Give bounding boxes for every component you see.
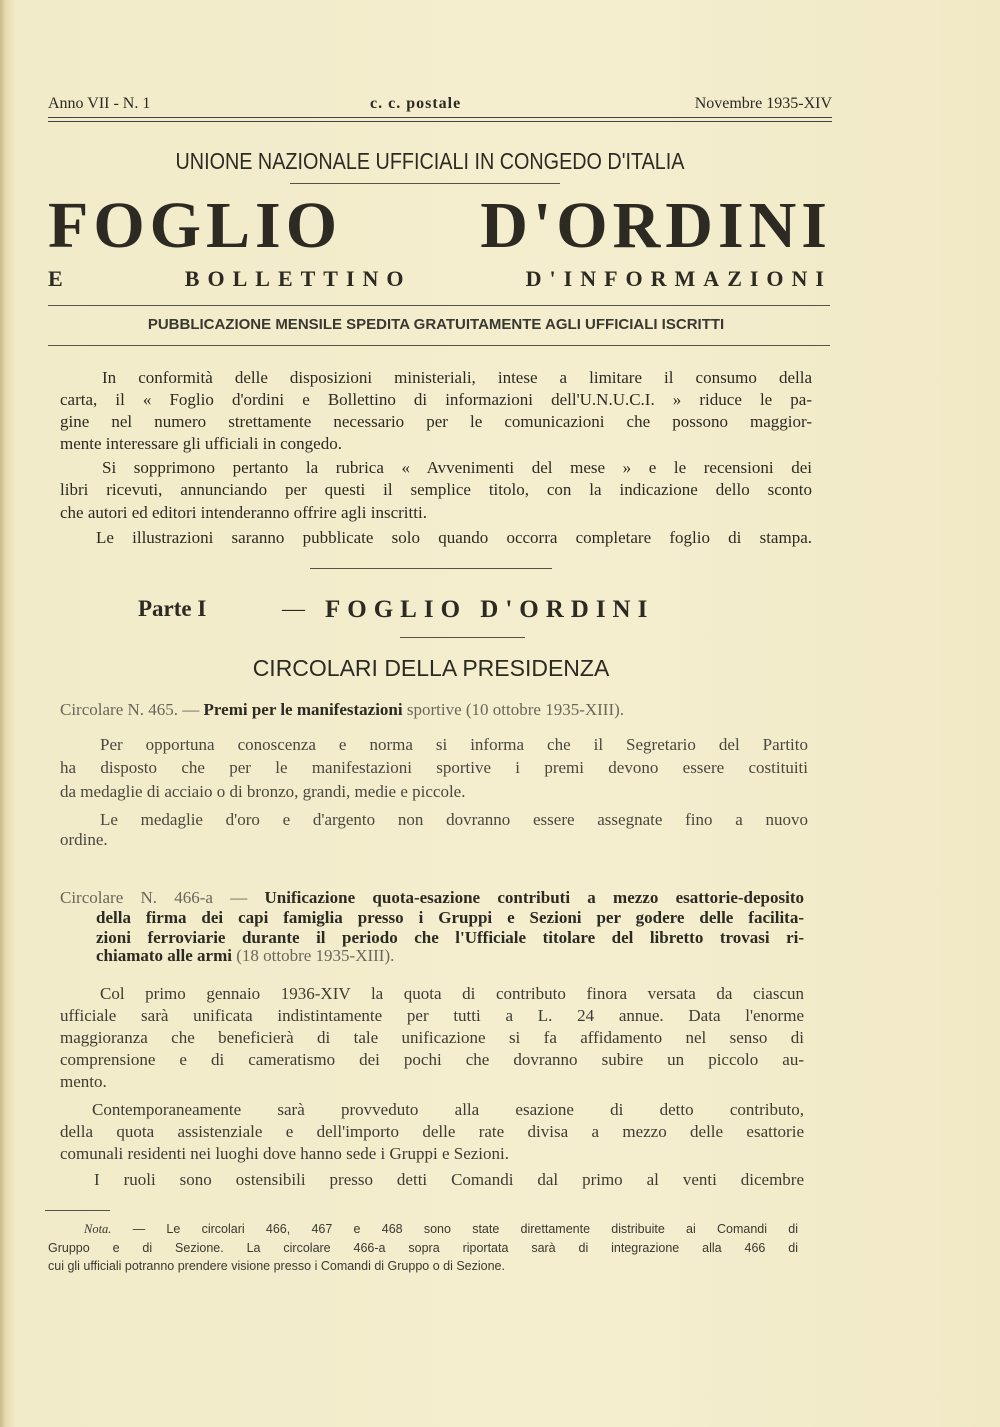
publication-subtitle: E BOLLETTINO D'INFORMAZIONI [48,266,832,291]
text-line: da medaglie di acciaio o di bronzo, grandi, medie e piccole. [60,782,466,801]
part-title: FOGLIO D'ORDINI [325,596,655,623]
intro-notice [60,368,812,558]
issue-date: Novembre 1935-XIV [694,95,832,112]
text-line: della firma dei capi famiglia presso i Gruppi e Sezioni per godere delle facilita- [96,908,804,927]
part-label: Parte I [138,596,207,621]
text-line: che autori ed editori intenderanno offrire agli inscritti. [60,503,427,522]
text-line: Col primo gennaio 1936-XIV la quota di contributo finora versata da ciascun [100,984,804,1003]
divider [48,345,830,346]
text-line: mente interessare gli ufficiali in congedo. [60,434,342,453]
text-line: Le medaglie d'oro e d'argento non dovranno essere assegnate fino a nuovo [100,810,808,829]
divider [310,568,552,569]
footnote-rule [45,1210,110,1211]
text-line: Si sopprimono pertanto la rubrica « Avvenimenti del mese » e le recensioni dei [102,458,812,477]
union-name: UNIONE NAZIONALE UFFICIALI IN CONGEDO D'ITALIA [175,148,685,174]
text-line: comprensione e di cameratismo dei pochi che dovranno subire un piccolo au- [60,1050,804,1069]
tagline: PUBBLICAZIONE MENSILE SPEDITA GRATUITAMENTE AGLI UFFICIALI ISCRITTI [147,316,725,333]
publication-title: FOGLIO D'ORDINI [48,189,832,262]
text-line [96,946,804,966]
circular-date: sportive (10 ottobre 1935-XIII). [406,700,625,719]
footnote [48,1222,798,1282]
header-rule [48,117,832,122]
divider [290,183,560,184]
text-line: libri ricevuti, annunciando per questi il semplice titolo, con la indicazione dello sconto [60,480,812,499]
postal-note: c. c. postale [370,95,462,112]
text-line [60,888,804,908]
text-line: maggioranza che beneficierà di tale unificazione si fa affidamento nel senso di [60,1028,804,1047]
circular-subject: Premi per le manifestazioni [203,700,403,719]
text-line: gine nel numero strettamente necessario per le comunicazioni che possono maggior- [60,412,812,431]
text-line: della quota assistenziale e dell'importo delle rate divisa a mezzo delle esattorie [60,1122,804,1141]
text-line: ha disposto che per le manifestazioni sportive i premi devono essere costituiti [60,758,808,777]
circular-ref: Circolare N. 466-a — [60,888,248,907]
text-line [84,1222,798,1237]
text-line: comunali residenti nei luoghi dove hanno sede i Gruppi e Sezioni. [60,1144,509,1163]
circular-465-heading [60,700,624,720]
text-line: In conformità delle disposizioni ministeriali, intese a limitare il consumo della [102,368,812,387]
text-line: zioni ferroviarie durante il periodo che l'Ufficiale titolare del libretto trovasi ri- [96,928,804,947]
circular-subject: chiamato alle armi [96,946,232,965]
text-line: Le illustrazioni saranno pubblicate solo quando occorra completare foglio di stampa. [96,528,812,547]
circular-465-body [60,735,808,855]
issue-number: Anno VII - N. 1 [48,95,151,112]
circular-ref: Circolare N. 465. — [60,700,200,719]
divider [400,637,525,638]
circular-466a-heading [60,888,804,968]
part-dash: — [282,596,305,621]
text-line: mento. [60,1072,107,1091]
divider [48,305,830,306]
note-label: Nota. [84,1222,112,1236]
section-title: CIRCOLARI DELLA PRESIDENZA [252,655,610,681]
text-line: ordine. [60,830,108,849]
text-line: carta, il « Foglio d'ordini e Bollettino di informazioni dell'U.N.U.C.I. » riduce le pa- [60,390,812,409]
text-line: ufficiale sarà unificata indistintamente per tutti a L. 24 annue. Data l'enorme [60,1006,804,1025]
note-text: — Le circolari 466, 467 e 468 sono state direttamente distribuite ai Comandi di [132,1222,798,1236]
text-line: Contemporaneamente sarà provveduto alla esazione di detto contributo, [92,1100,804,1119]
text-line: Gruppo e di Sezione. La circolare 466-a sopra riportata sarà di integrazione alla 466 di [48,1241,798,1255]
text-line: I ruoli sono ostensibili presso detti Comandi dal primo al venti dicembre [94,1170,804,1189]
text-line: Per opportuna conoscenza e norma si informa che il Segretario del Partito [100,735,808,754]
text-line: cui gli ufficiali potranno prendere visione presso i Comandi di Gruppo o di Sezione. [48,1259,505,1273]
circular-subject: Unificazione quota-esazione contributi a mezzo esattorie-deposito [264,888,805,907]
circular-date: (18 ottobre 1935-XIII). [236,946,395,965]
circular-466a-body [60,984,804,1204]
